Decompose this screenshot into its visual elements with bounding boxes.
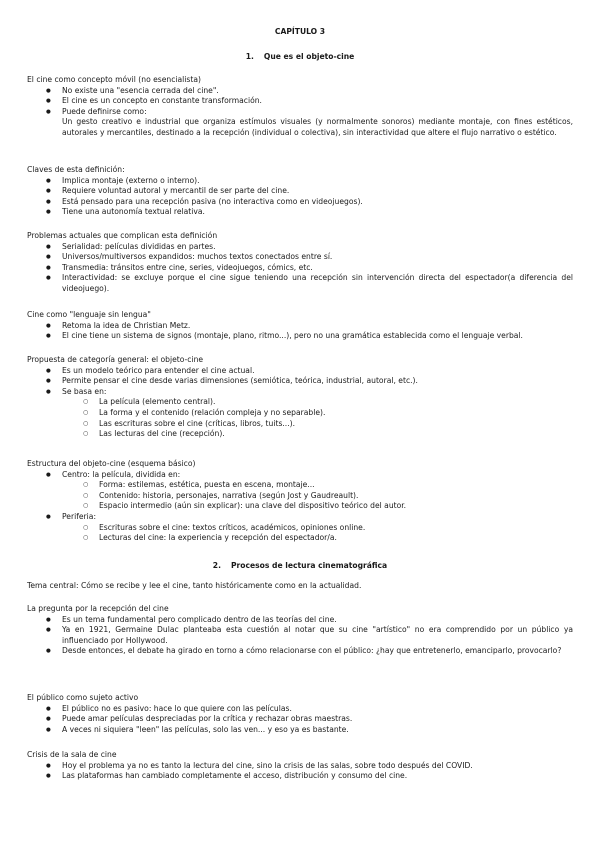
list-item: ● El cine es un concepto en constante transformación.	[27, 96, 573, 107]
list-item: ● Puede amar películas despreciadas por la crítica y rechazar obras maestras.	[27, 714, 573, 725]
block-heading: Propuesta de categoría general: el objeto-cine	[27, 355, 204, 364]
block-lenguaje-sin-lengua	[27, 310, 573, 342]
block-publico-activo	[27, 693, 573, 735]
sub-list-item: ○ Forma: estilemas, estética, puesta en escena, montaje...	[62, 480, 573, 491]
sub-list-item: ○ Espacio intermedio (aún sin explicar): una clave del dispositivo teórico del autor.	[62, 501, 573, 512]
list-item: ● Requiere voluntad autoral y mercantil de ser parte del cine.	[27, 186, 573, 197]
list-item: ● Transmedia: tránsitos entre cine, series, videojuegos, cómics, etc.	[27, 263, 573, 274]
tema-central: Tema central: Cómo se recibe y lee el cine, tanto históricamente como en la actualidad.	[27, 581, 362, 590]
block-propuesta-objeto-cine	[27, 355, 573, 440]
list-item: ● Las plataformas han cambiado completamente el acceso, distribución y consumo del cine.	[27, 771, 573, 782]
block-heading: Estructura del objeto-cine (esquema básico)	[27, 459, 196, 468]
list-item: ● Puede definirse como:	[27, 107, 573, 118]
sub-list-item: ○ Escrituras sobre el cine: textos críticos, académicos, opiniones online.	[62, 523, 573, 534]
bullet-list	[27, 366, 573, 440]
sub-list-item: ○ Lecturas del cine: la experiencia y recepción del espectador/a.	[62, 533, 573, 544]
list-item: ● El público no es pasivo: hace lo que quiere con las películas.	[27, 704, 573, 715]
list-item	[27, 387, 573, 440]
section-1-heading	[0, 52, 600, 63]
list-item-label: Centro: la película, dividida en:	[62, 469, 181, 479]
list-item: ● Retoma la idea de Christian Metz.	[27, 321, 573, 332]
bullet-list	[27, 761, 573, 782]
sub-list-item: ○ La película (elemento central).	[62, 397, 573, 408]
list-item: ● No existe una "esencia cerrada del cine".	[27, 86, 573, 97]
list-item: ● Es un tema fundamental pero complicado dentro de las teorías del cine.	[27, 615, 573, 626]
sub-list	[62, 397, 573, 439]
block-heading: Cine como "lenguaje sin lengua"	[27, 310, 151, 319]
block-heading: La pregunta por la recepción del cine	[27, 604, 169, 613]
bullet-list	[27, 321, 573, 342]
definition-paragraph: Un gesto creativo e industrial que organiza estímulos visuales (y normalmente sonoros) mediante montaje, con fines estéticos, autorales y mercantiles, destinado a la recepción (individual o colectiva), sin interactividad que altere el flujo narrativo o estético.	[62, 117, 573, 137]
bullet-list	[27, 470, 573, 544]
list-item: ● Permite pensar el cine desde varias dimensiones (semiótica, teórica, industrial, autoral, etc.).	[27, 376, 573, 387]
sub-list-item: ○ Las escrituras sobre el cine (críticas, libros, tuits...).	[62, 419, 573, 430]
list-item: ● El cine tiene un sistema de signos (montaje, plano, ritmo...), pero no una gramática establecida como el lenguaje verbal.	[27, 331, 573, 342]
list-item: ● Tiene una autonomía textual relativa.	[27, 207, 573, 218]
chapter-title: CAPÍTULO 3	[274, 27, 326, 36]
sub-list	[62, 523, 573, 544]
bullet-list	[27, 242, 573, 295]
list-item: ● Es un modelo teórico para entender el cine actual.	[27, 366, 573, 377]
sub-list	[62, 480, 573, 512]
list-item: ● Hoy el problema ya no es tanto la lectura del cine, sino la crisis de las salas, sobre todo después del COVID.	[27, 761, 573, 772]
list-item: ● A veces ni siquiera "leen" las películas, solo las ven... y eso ya es bastante.	[27, 725, 573, 736]
block-crisis-sala	[27, 750, 573, 782]
section-1-title: Que es el objeto-cine	[263, 52, 355, 61]
section-2-number: 2.	[212, 561, 221, 570]
list-item: ● Universos/multiversos expandidos: muchos textos conectados entre sí.	[27, 252, 573, 263]
list-item: ● Implica montaje (externo o interno).	[27, 176, 573, 187]
bullet-list	[27, 176, 573, 218]
list-item: ● Interactividad: se excluye porque el cine sigue teniendo una recepción sin intervención directa del espectador(a diferencia del videojuego).	[27, 273, 573, 294]
block-estructura-objeto-cine	[27, 459, 573, 544]
block-heading: El cine como concepto móvil (no esencialista)	[27, 75, 201, 84]
block-claves-definicion	[27, 165, 573, 218]
section-1-number: 1.	[245, 52, 254, 61]
section-2-heading	[0, 561, 600, 572]
block-heading: El público como sujeto activo	[27, 693, 139, 702]
list-item-label: Periferia:	[62, 511, 97, 521]
list-item	[27, 512, 573, 544]
list-item: ● Desde entonces, el debate ha girado en torno a cómo relacionarse con el público: ¿hay que entretenerlo, emanciparlo, provocarlo?	[27, 646, 573, 657]
block-heading: Claves de esta definición:	[27, 165, 125, 174]
list-item: ● Está pensado para una recepción pasiva (no interactiva como en videojuegos).	[27, 197, 573, 208]
bullet-list	[27, 704, 573, 736]
sub-list-item: ○ Las lecturas del cine (recepción).	[62, 429, 573, 440]
block-heading: Problemas actuales que complican esta definición	[27, 231, 218, 240]
sub-list-item: ○ La forma y el contenido (relación compleja y no separable).	[62, 408, 573, 419]
list-item	[27, 470, 573, 512]
section-2-title: Procesos de lectura cinematográfica	[230, 561, 388, 570]
list-item-label: Se basa en:	[62, 386, 107, 396]
bullet-list	[27, 615, 573, 657]
block-cine-concepto-movil	[27, 75, 573, 139]
block-pregunta-recepcion	[27, 604, 573, 657]
list-item: ● Ya en 1921, Germaine Dulac planteaba esta cuestión al notar que su cine "artístico" no era comprendido por un público ya influenciado por Hollywood.	[27, 625, 573, 646]
sub-list-item: ○ Contenido: historia, personajes, narrativa (según Jost y Gaudreault).	[62, 491, 573, 502]
block-heading: Crisis de la sala de cine	[27, 750, 117, 759]
block-problemas-actuales	[27, 231, 573, 295]
list-item: ● Serialidad: películas divididas en partes.	[27, 242, 573, 253]
bullet-list	[27, 86, 573, 118]
